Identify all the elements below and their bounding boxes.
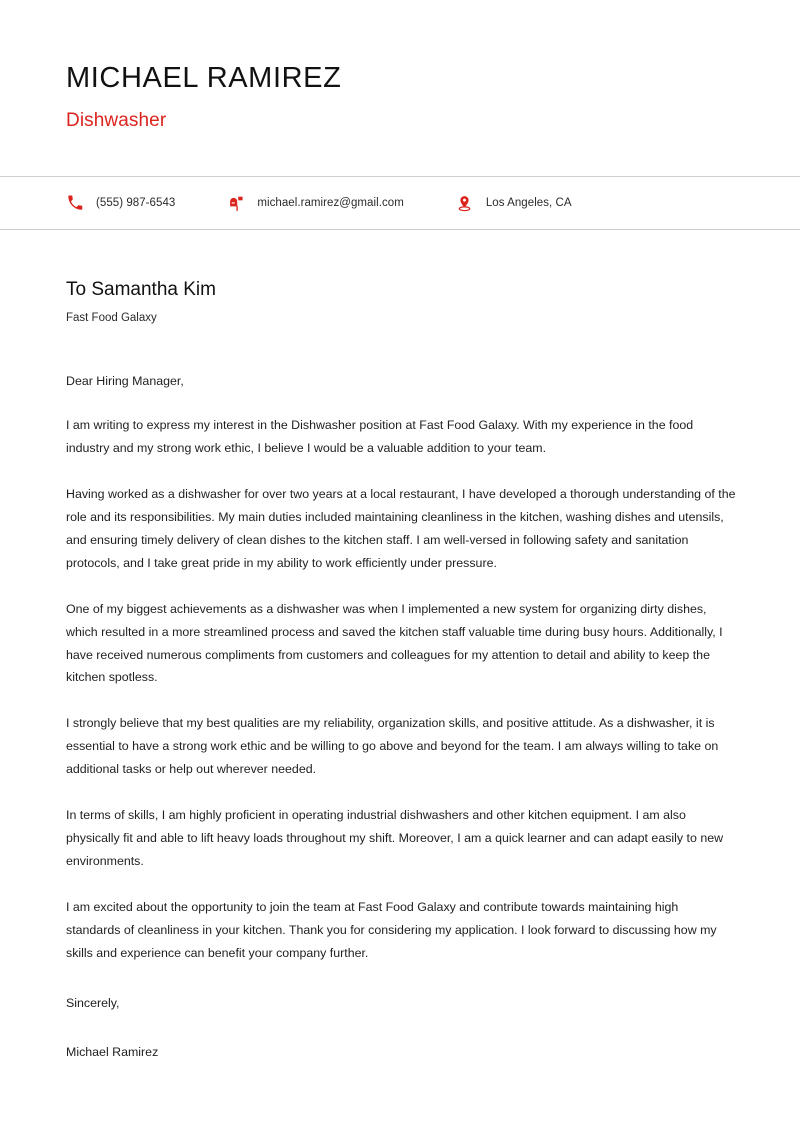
- location-pin-icon: [456, 194, 474, 212]
- contact-location-text: Los Angeles, CA: [485, 197, 572, 210]
- mailbox-icon: [227, 194, 245, 212]
- applicant-name: MICHAEL RAMIREZ: [66, 62, 342, 94]
- body-paragraph: One of my biggest achievements as a dishwasher was when I implemented a new system for organizing dirty dishes, which resulted in a more streamlined process and saved the kitchen staff valuable time during busy hours. Additionally, I have received numerous compliments from customers and colleagues for my attention to detail and ability to keep the kitchen spotless.: [66, 601, 723, 685]
- body-paragraph: I strongly believe that my best qualities are my reliability, organization skills, and positive attitude. As a dishwasher, it is essential to have a strong work ethic and be willing to go above and beyond for the team. I am always willing to take on additional tasks or help out wherever needed.: [66, 716, 719, 777]
- applicant-job-title: Dishwasher: [66, 110, 167, 132]
- contact-bar: [0, 177, 800, 229]
- body-paragraph: Having worked as a dishwasher for over two years at a local restaurant, I have developed a thorough understanding of the role and its responsibilities. My main duties included maintaining cleanliness in the kitchen, washing dishes and utensils, and ensuring timely delivery of clean dishes to the kitchen staff. I am well-versed in following safety and sanitation protocols, and I take great pride in my ability to work efficiently under pressure.: [66, 486, 736, 570]
- contact-item-phone[interactable]: [66, 194, 175, 212]
- body-paragraph: I am excited about the opportunity to join the team at Fast Food Galaxy and contribute towards maintaining high standards of cleanliness in your kitchen. Thank you for considering my application. I look forward to discussing how my skills and experience can benefit your company further.: [66, 900, 717, 960]
- closing-line: Sincerely,: [66, 995, 120, 1010]
- letter-header: [0, 0, 800, 133]
- contact-item-email[interactable]: [227, 194, 403, 212]
- salutation: Dear Hiring Manager,: [66, 373, 184, 388]
- body-paragraph: In terms of skills, I am highly proficient in operating industrial dishwashers and other kitchen equipment. I am also physically fit and able to lift heavy loads throughout my shift. Moreover, I am a quick learner and can adapt easily to new environments.: [66, 808, 724, 869]
- recipient-name: To Samantha Kim: [66, 279, 216, 301]
- phone-icon: [66, 194, 84, 212]
- contact-phone-text: (555) 987-6543: [96, 197, 176, 210]
- body-paragraph: I am writing to express my interest in the Dishwasher position at Fast Food Galaxy. With my experience in the food industry and my strong work ethic, I believe I would be a valuable addition to your team.: [66, 418, 694, 455]
- contact-email-text: michael.ramirez@gmail.com: [257, 197, 404, 210]
- contact-item-location[interactable]: [456, 194, 572, 212]
- recipient-company: Fast Food Galaxy: [66, 311, 157, 324]
- letter-body: [0, 230, 800, 1131]
- signature-name: Michael Ramirez: [66, 1045, 159, 1060]
